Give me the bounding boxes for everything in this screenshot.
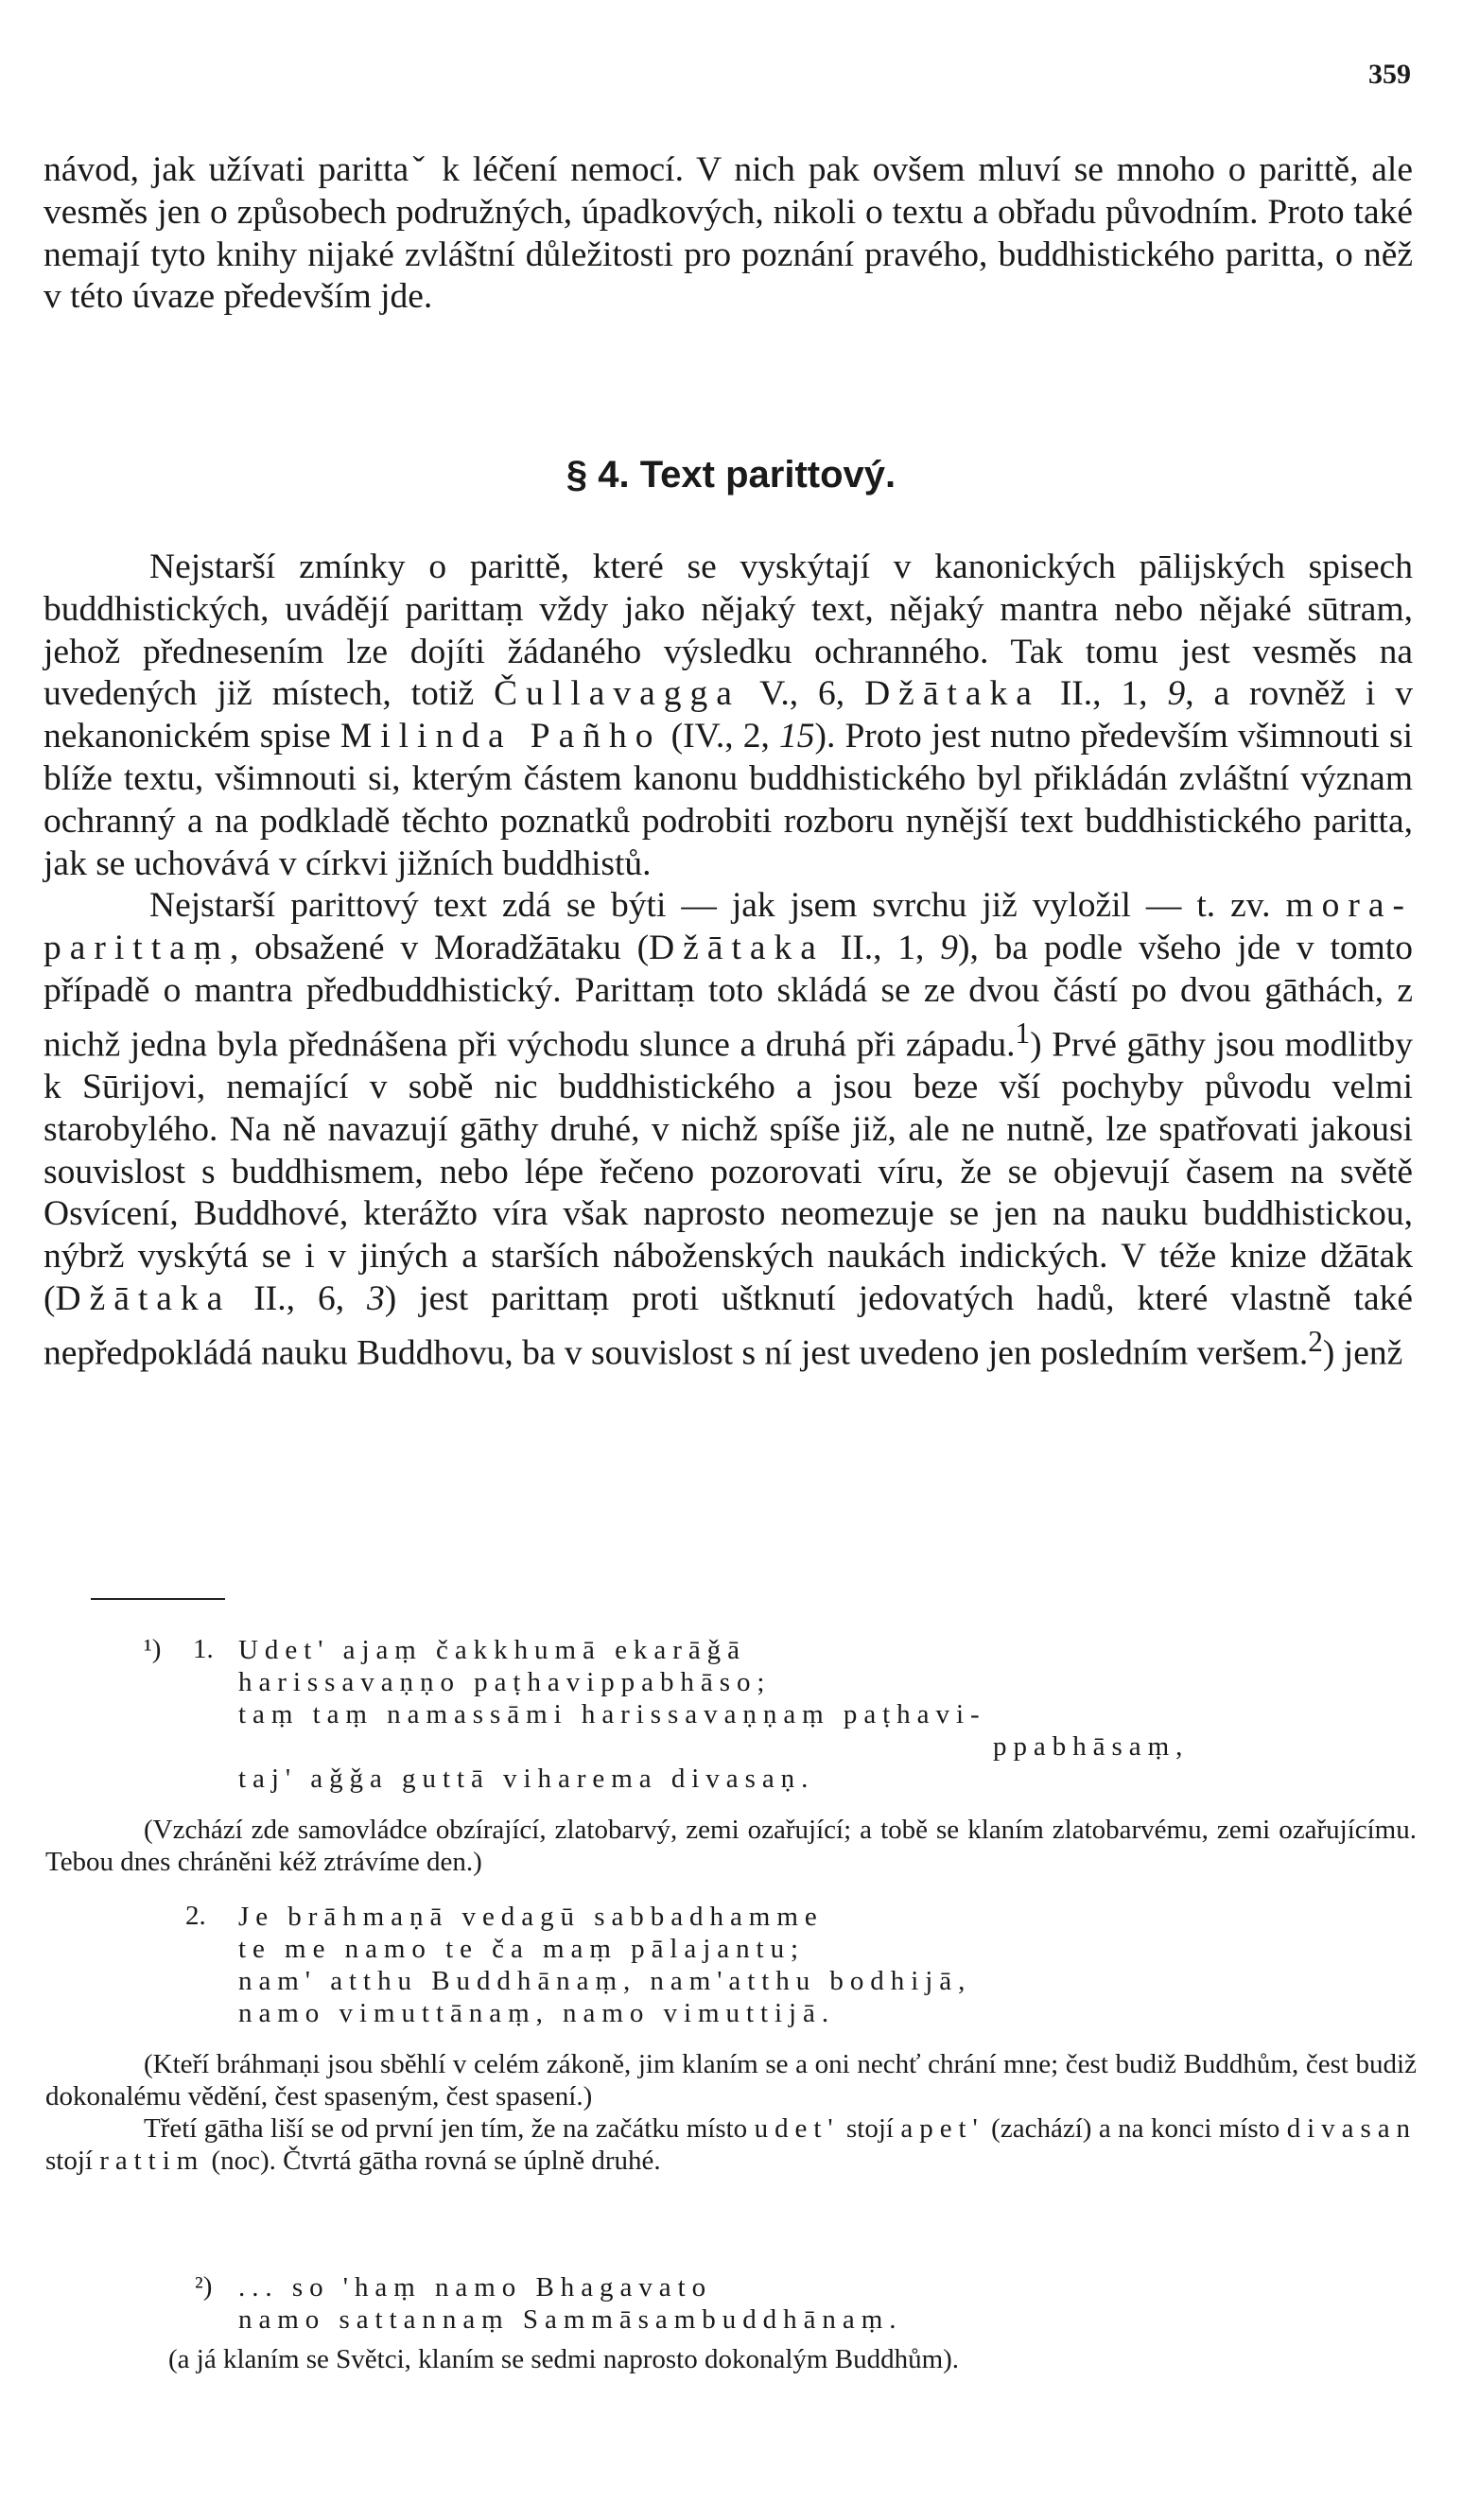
footnote-1-verse-2-line-3: nam' atthu Buddhānaṃ, nam'atthu bodhijā, — [238, 1966, 972, 1996]
paragraph-2: Nejstarší parittový text zdá se býti — jak jsem svrchu již vyložil — t. zv. mora-parittaṃ, obsažené v Moradžātaku (Džātaka II., 1, 9), ba podle všeho jde v tomto případě o mantra předbuddhistický. Parittaṃ toto skládá se ze dvou částí po dvou gāthách, z nichž jedna byla přednášena při východu slunce a druhá při západu.$^1$) Prvé gāthy jsou modlitby k Sūrijovi, nemající v sobě nic buddhistického a jsou beze vší pochyby původu velmi starobylého. Na ně navazují gāthy druhé, v nichž spíše již, ale ne nutně, lze spatřovati jakousi souvislost s buddhismem, nebo lépe řečeno pozorovati víru, že se objevují časem na světě Osvícení, Buddhové, kterážto víra však naprosto neomezuje se jen na nauku buddhistickou, nýbrž vyskýtá se i v jiných a starších náboženských naukách indických. V téže knize džātak (Džātaka II., 6, 3) jest parittaṃ proti uštknutí jedovatých hadů, které vlastně také nepředpokládá nauku Buddhovu, ba v souvislost s ní jest uvedeno jen posledním veršem.$^2$) jenž — [44, 886, 1413, 1373]
footnote-1-verse-2-line-2: te me namo te ča maṃ pālajantu; — [238, 1934, 806, 1964]
footnote-1-translation-1: (Vzchází zde samovládce obzírající, zlatobarvý, zemi ozařující; a tobě se klaním zlatobarvému, zemi ozařujícímu. Tebou dnes chráněni kéž ztrávíme den.) — [45, 1815, 1417, 1877]
footnote-divider — [91, 1598, 225, 1600]
main-text — [44, 547, 1413, 1375]
footnote-1-note: Třetí gātha liší se od první jen tím, že na začátku místo udet' stojí apet' (zachází) a na konci místo divasan stojí rattim (noc). Čtvrtá gātha rovná se úplně druhé. — [45, 2113, 1418, 2176]
section-heading — [0, 454, 1462, 496]
footnote-1-verse-2-line-4: namo vimuttānaṃ, namo vimuttijā. — [238, 1998, 836, 2028]
footnote-ref-1: 1 — [1015, 1016, 1031, 1050]
footnote-2-translation: (a já klaním se Světci, klaním se sedmi naprosto dokonalým Buddhům). — [168, 2344, 960, 2374]
footnote-1-verse-1-line-1: Udet' ajaṃ čakkhumā ekarāǧā — [238, 1635, 746, 1665]
footnote-1-verse-1-number: 1. — [193, 1634, 214, 1664]
paragraph-text: návod, jak užívati parittaˇ k léčení nemocí. V nich pak ovšem mluví se mnoho o parittě, ale vesměs jen o způsobech podružných, úpadkových, nikoli o textu a obřadu původním. Proto také nemají tyto knihy nijaké zvláštní důležitosti pro poznání pravého, buddhistického paritta, o něž v této úvaze především jde. — [44, 150, 1413, 317]
footnote-1-verse-2-line-1: Je brāhmaṇā vedagū sabbadhamme — [238, 1902, 824, 1932]
footnote-2-line-2: namo sattannaṃ Sammāsambuddhānaṃ. — [238, 2304, 903, 2335]
section-number: § 4. — [566, 454, 630, 495]
footnote-2-mark: ²) — [195, 2271, 213, 2302]
page-number: 359 — [1368, 59, 1411, 90]
footnote-2-line-1: ... so 'haṃ namo Bhagavato — [238, 2272, 713, 2303]
footnote-1-verse-1-line-4: ppabhāsaṃ, — [993, 1731, 1190, 1762]
footnote-1-verse-1-line-5: taj' aǧǧa guttā viharema divasaṇ. — [238, 1764, 815, 1794]
footnote-1-translation-2: (Kteří bráhmaṇi jsou sběhlí v celém zákoně, jim klaním se a oni nechť chrání mne; čest budiž Buddhům, čest budiž dokonalému vědění, čest spaseným, čest spasení.) Třetí gātha liší se od první jen tím, že na začátku místo udet' stojí apet' (zachází) a na konci místo divasan stojí rattim (noc). Čtvrtá gātha rovná se úplně druhé. — [45, 2049, 1418, 2176]
footnote-1-verse-1-line-2: harissavaṇṇo paṭhavippabhāso; — [238, 1667, 772, 1697]
paragraph-continuation — [44, 149, 1413, 319]
footnote-1-verse-2-number: 2. — [185, 1901, 206, 1931]
footnote-1-mark: ¹) — [144, 1634, 162, 1664]
section-title: Text parittový. — [639, 454, 896, 495]
paragraph-1: Nejstarší zmínky o parittě, které se vyskýtají v kanonických pālijských spisech buddhistických, uvádějí parittaṃ vždy jako nějaký text, nějaký mantra nebo nějaké sūtram, jehož přednesením lze dojíti žádaného výsledku ochranného. Tak tomu jest vesměs na uvedených již místech, totiž Čullavagga V., 6, Džātaka II., 1, 9, a rovněž i v nekanonickém spise Milinda Pañho (IV., 2, 15). Proto jest nutno především všimnouti si blíže textu, všimnouti si, kterým částem kanonu buddhistického byl přikládán zvláštní význam ochranný a na podkladě těchto poznatků podrobiti rozboru nynější text buddhistického paritta, jak se uchovává v církvi jižních buddhistů. — [44, 547, 1414, 883]
footnote-ref-2: 2 — [1308, 1324, 1323, 1358]
footnote-1-verse-1-line-3: taṃ taṃ namassāmi harissavaṇṇaṃ paṭhavi- — [238, 1699, 986, 1729]
